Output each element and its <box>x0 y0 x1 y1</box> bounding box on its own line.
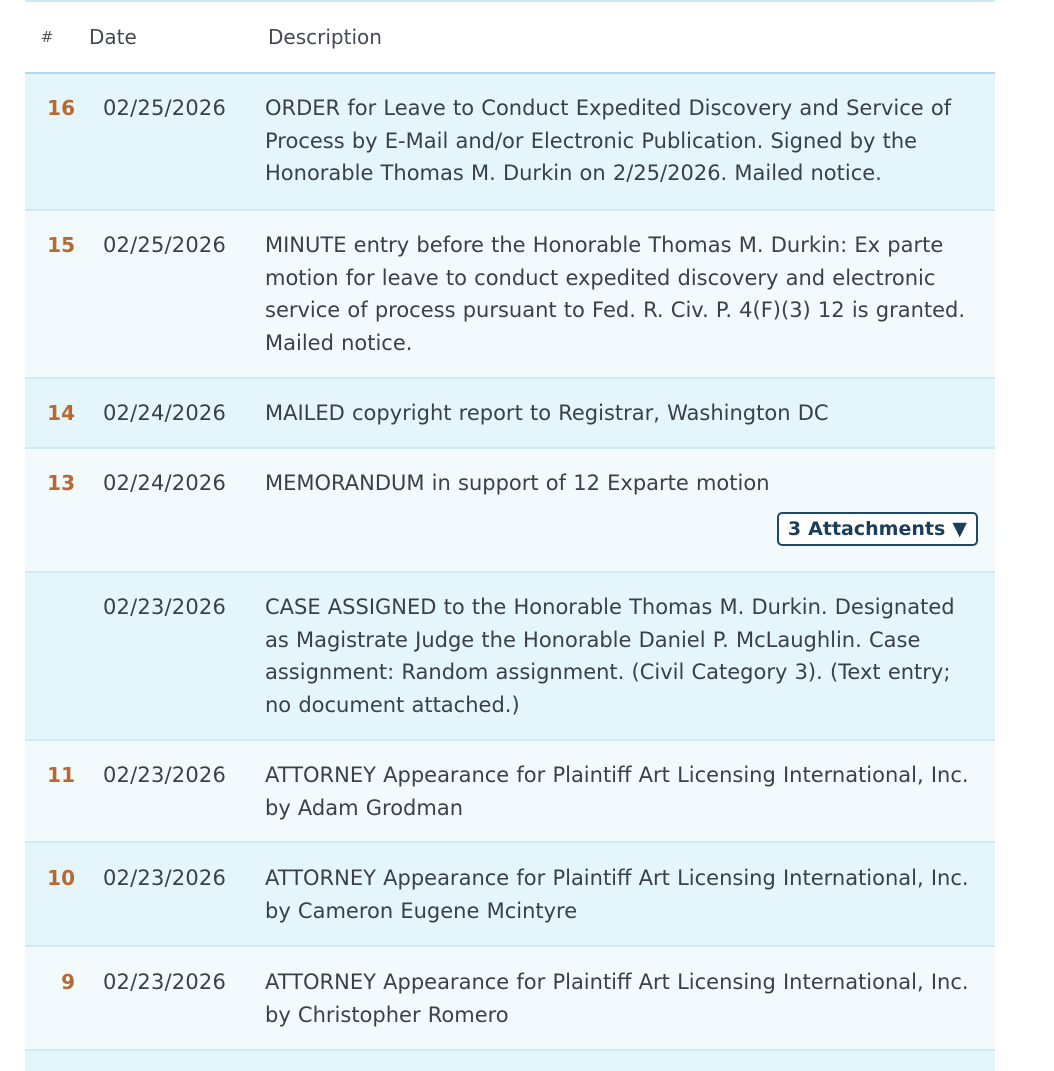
entry-description-text: MAILED copyright report to Registrar, Washington DC <box>265 401 829 425</box>
entry-number[interactable]: 9 <box>61 970 75 994</box>
entry-description-text: CASE ASSIGNED to the Honorable Thomas M. Durkin. Designated as Magistrate Judge the Honorable Daniel P. McLaughlin. Case assignment: Random assignment. (Civil Category 3). (Text entry; no document attached.) <box>265 595 955 717</box>
header-num: # <box>40 28 54 46</box>
entry-date: 02/23/2026 <box>103 866 227 890</box>
entry-date: 02/23/2026 <box>103 763 227 787</box>
entry-description-text: ATTORNEY Appearance for Plaintiff Art Licensing International, Inc. by Christopher Romero <box>265 970 969 1027</box>
table-row <box>25 741 995 843</box>
table-header <box>25 2 995 74</box>
entry-description <box>265 759 995 824</box>
entry-description <box>265 397 995 430</box>
entry-number[interactable]: 14 <box>47 401 75 425</box>
entry-description <box>265 591 995 721</box>
attachments-container <box>265 512 975 546</box>
table-row <box>25 573 995 741</box>
entry-date: 02/23/2026 <box>103 595 227 619</box>
entry-description-text: ATTORNEY Appearance for Plaintiff Art Licensing International, Inc. by Adam Grodman <box>265 763 969 820</box>
entry-description <box>265 92 995 190</box>
table-row-partial <box>25 1051 995 1071</box>
table-row <box>25 449 995 573</box>
table-row <box>25 379 995 449</box>
entry-date: 02/23/2026 <box>103 970 227 994</box>
table-row <box>25 74 995 211</box>
entry-description <box>265 966 995 1031</box>
docket-table <box>25 0 995 1071</box>
entry-number[interactable]: 10 <box>47 866 75 890</box>
entry-number[interactable]: 15 <box>47 233 75 257</box>
entry-number[interactable]: 16 <box>47 96 75 120</box>
table-row <box>25 211 995 379</box>
entry-date: 02/25/2026 <box>103 233 227 257</box>
entry-number[interactable]: 13 <box>47 471 75 495</box>
entry-description <box>265 467 995 546</box>
table-row <box>25 947 995 1051</box>
entry-number[interactable]: 11 <box>47 763 75 787</box>
attachments-button[interactable]: 3 Attachments ▼ <box>777 512 978 546</box>
entry-description-text: MINUTE entry before the Honorable Thomas M. Durkin: Ex parte motion for leave to conduct expedited discovery and electronic service of process pursuant to Fed. R. Civ. P. 4(F)(3) 12 is granted. Mailed notice. <box>265 233 966 355</box>
table-row <box>25 843 995 947</box>
entry-description <box>265 862 995 927</box>
entry-description-text: ATTORNEY Appearance for Plaintiff Art Licensing International, Inc. by Cameron Eugene Mcintyre <box>265 866 969 923</box>
entry-description <box>265 229 995 359</box>
header-description: Description <box>268 25 382 49</box>
entry-date: 02/25/2026 <box>103 96 227 120</box>
entry-date: 02/24/2026 <box>103 471 227 495</box>
entry-description-text: ORDER for Leave to Conduct Expedited Discovery and Service of Process by E-Mail and/or Electronic Publication. Signed by the Honorable Thomas M. Durkin on 2/25/2026. Mailed notice. <box>265 96 952 185</box>
entry-date: 02/24/2026 <box>103 401 227 425</box>
header-date: Date <box>89 25 137 49</box>
entry-description-text: MEMORANDUM in support of 12 Exparte motion <box>265 471 770 495</box>
